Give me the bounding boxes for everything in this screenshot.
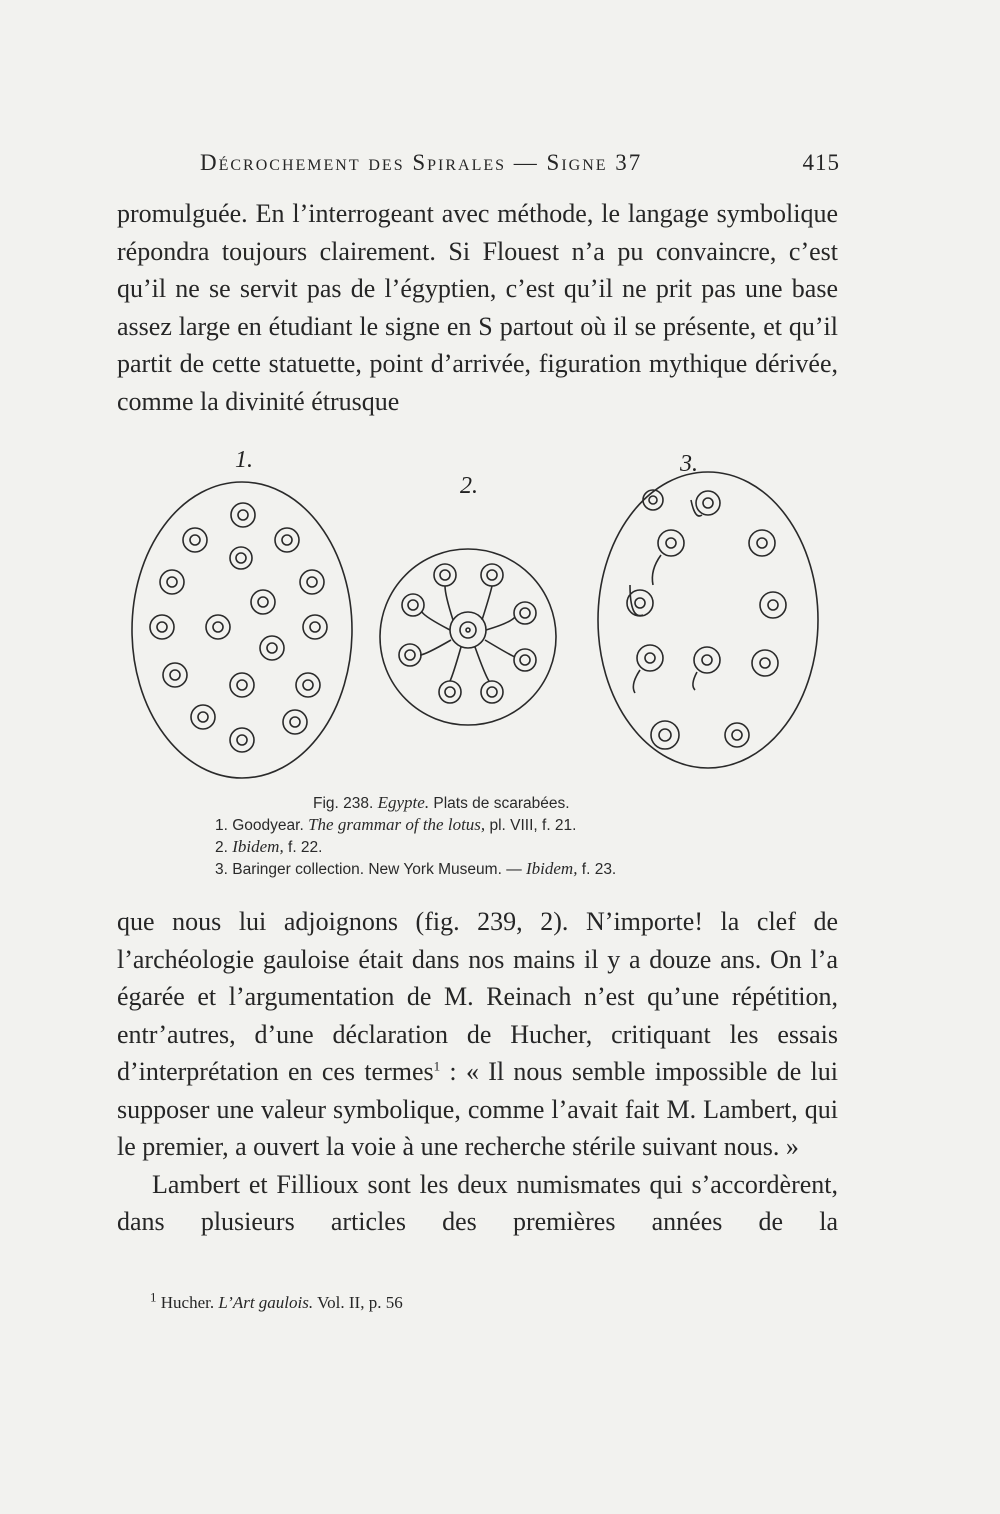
body-paragraph-1 [117, 195, 838, 420]
plate-1-spirals [150, 503, 327, 752]
caption-line-1-title: The grammar of the lotus, [308, 815, 486, 834]
figure-label-3: 3. [680, 451, 698, 477]
paragraph-2-text-a: que nous lui adjoignons (fig. 239, 2). N’importe! la clef de l’archéologie gauloise était dans nos mains il y a douze ans. On l’a égarée et l’argumentation de M. Reinach n’est qu’une répétition, entr’autres, d’une déclaration de Hucher, critiquant les essais d’interprétation en ces termes [117, 907, 838, 1086]
scarab-plates-illustration [125, 445, 825, 790]
caption-line-2 [215, 836, 795, 858]
figure-label-1: 1. [235, 447, 253, 473]
caption-title [215, 792, 795, 814]
caption-fig-rest: Plats de scarabées. [429, 795, 570, 812]
page-number: 415 [802, 150, 840, 175]
caption-line-3-b: f. 23. [577, 861, 617, 878]
footnote-marker: 1 [150, 1289, 157, 1305]
plate-2-spirals [399, 564, 536, 703]
plate-3-outline [598, 472, 818, 768]
footnote-author: Hucher. [156, 1293, 219, 1312]
footnote [150, 1289, 403, 1313]
paragraph-3-text: Lambert et Fillioux sont les deux numismates qui s’accordèrent, dans plusieurs articles des premières années de la [117, 1169, 838, 1236]
footnote-title: L’Art gaulois. [218, 1293, 314, 1312]
caption-line-1-a: 1. Goodyear. [215, 817, 309, 834]
caption-line-3-title: Ibidem, [526, 859, 578, 878]
running-header [200, 150, 840, 176]
caption-line-1-b: pl. VIII, f. 21. [485, 817, 577, 834]
paragraph-2-text-b: : « Il nous semble impossible de lui supposer une valeur symbolique, comme l’avait fait M. Lambert, qui le premier, a ouvert la voie à une recherche stérile suivant nous. » [117, 1057, 838, 1161]
paragraph-text: promulguée. En l’interrogeant avec méthode, le langage symbolique répondra toujours clairement. Si Flouest n’a pu convaincre, c’est qu’il ne se servit pas de l’égyptien, c’est qu’il ne prit pas une base assez large en étudiant le signe en S partout où il se présente, et qu’il partit de cette statuette, point d’arrivée, figuration mythique dérivée, comme la divinité étrusque [117, 199, 838, 416]
caption-line-1 [215, 814, 795, 836]
footnote-rest: Vol. II, p. 56 [313, 1293, 403, 1312]
caption-line-2-title: Ibidem, [232, 837, 284, 856]
plate-2-outline [380, 549, 556, 725]
caption-line-3 [215, 858, 795, 880]
body-paragraph-2 [117, 903, 838, 1241]
caption-line-3-a: 3. Baringer collection. New York Museum. — [215, 861, 526, 878]
footnote-reference[interactable]: 1 [433, 1058, 441, 1074]
caption-fig-title: Egypte. [377, 793, 430, 812]
figure-label-2: 2. [460, 473, 478, 499]
running-title: Décrochement des Spirales — Signe 37 [200, 150, 643, 175]
figure-caption [215, 792, 795, 880]
caption-fig-number: Fig. 238. [313, 795, 378, 812]
plate-3-spirals [627, 490, 786, 749]
paragraph-text [117, 903, 838, 1166]
caption-line-2-a: 2. [215, 839, 233, 856]
caption-line-2-b: f. 22. [283, 839, 323, 856]
figure-238 [125, 445, 825, 790]
